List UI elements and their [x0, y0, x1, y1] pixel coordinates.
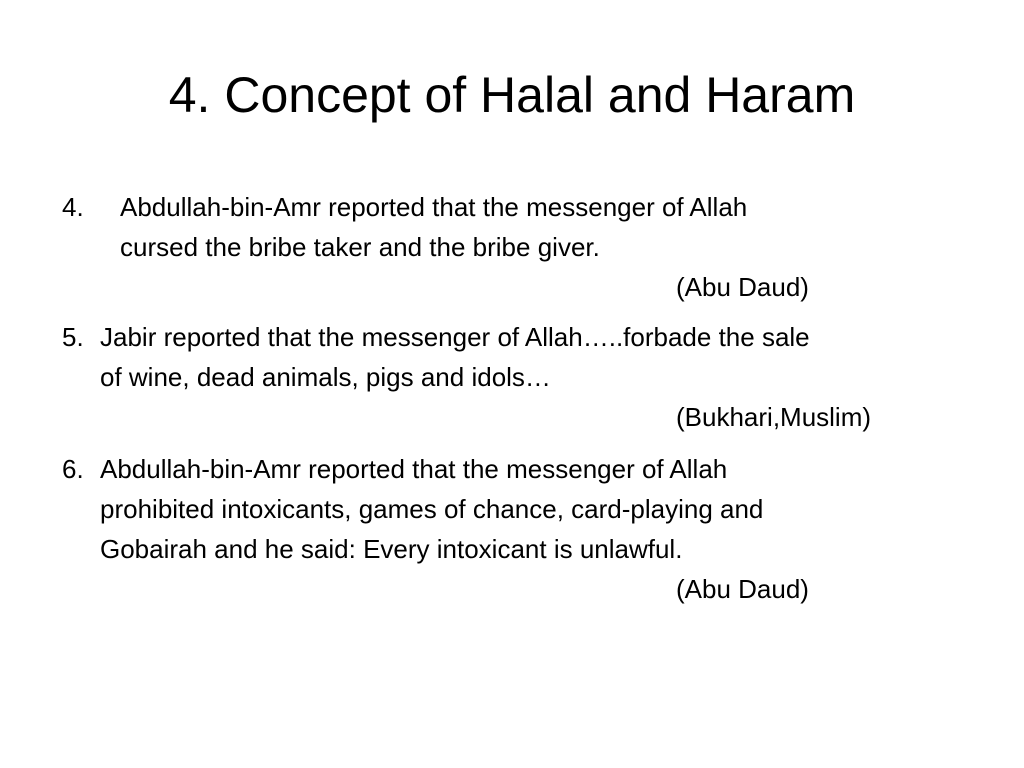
item-text — [100, 449, 763, 569]
item-text-line: Abdullah-bin-Amr reported that the messenger of Allah — [100, 454, 728, 484]
item-number: 6. — [62, 454, 84, 484]
item-text-line: of wine, dead animals, pigs and idols… — [100, 362, 551, 392]
item-text-line: Jabir reported that the messenger of Allah…..forbade the sale — [100, 322, 810, 352]
item-source: (Abu Daud) — [676, 574, 809, 604]
slide-title: 4. Concept of Halal and Haram — [168, 67, 856, 123]
item-number: 4. — [62, 192, 84, 222]
item-text — [120, 187, 747, 267]
item-text-line: prohibited intoxicants, games of chance, card-playing and — [100, 494, 764, 524]
list-item — [62, 187, 962, 307]
item-text-line: Abdullah-bin-Amr reported that the messenger of Allah — [120, 192, 748, 222]
item-text-line: cursed the bribe taker and the bribe giver. — [120, 232, 600, 262]
item-number: 5. — [62, 322, 84, 352]
item-text — [100, 317, 810, 397]
item-text-line: Gobairah and he said: Every intoxicant is unlawful. — [100, 534, 683, 564]
item-source: (Abu Daud) — [676, 272, 809, 302]
list-item — [62, 449, 962, 609]
item-source: (Bukhari,Muslim) — [676, 402, 872, 432]
list-item — [62, 317, 962, 437]
